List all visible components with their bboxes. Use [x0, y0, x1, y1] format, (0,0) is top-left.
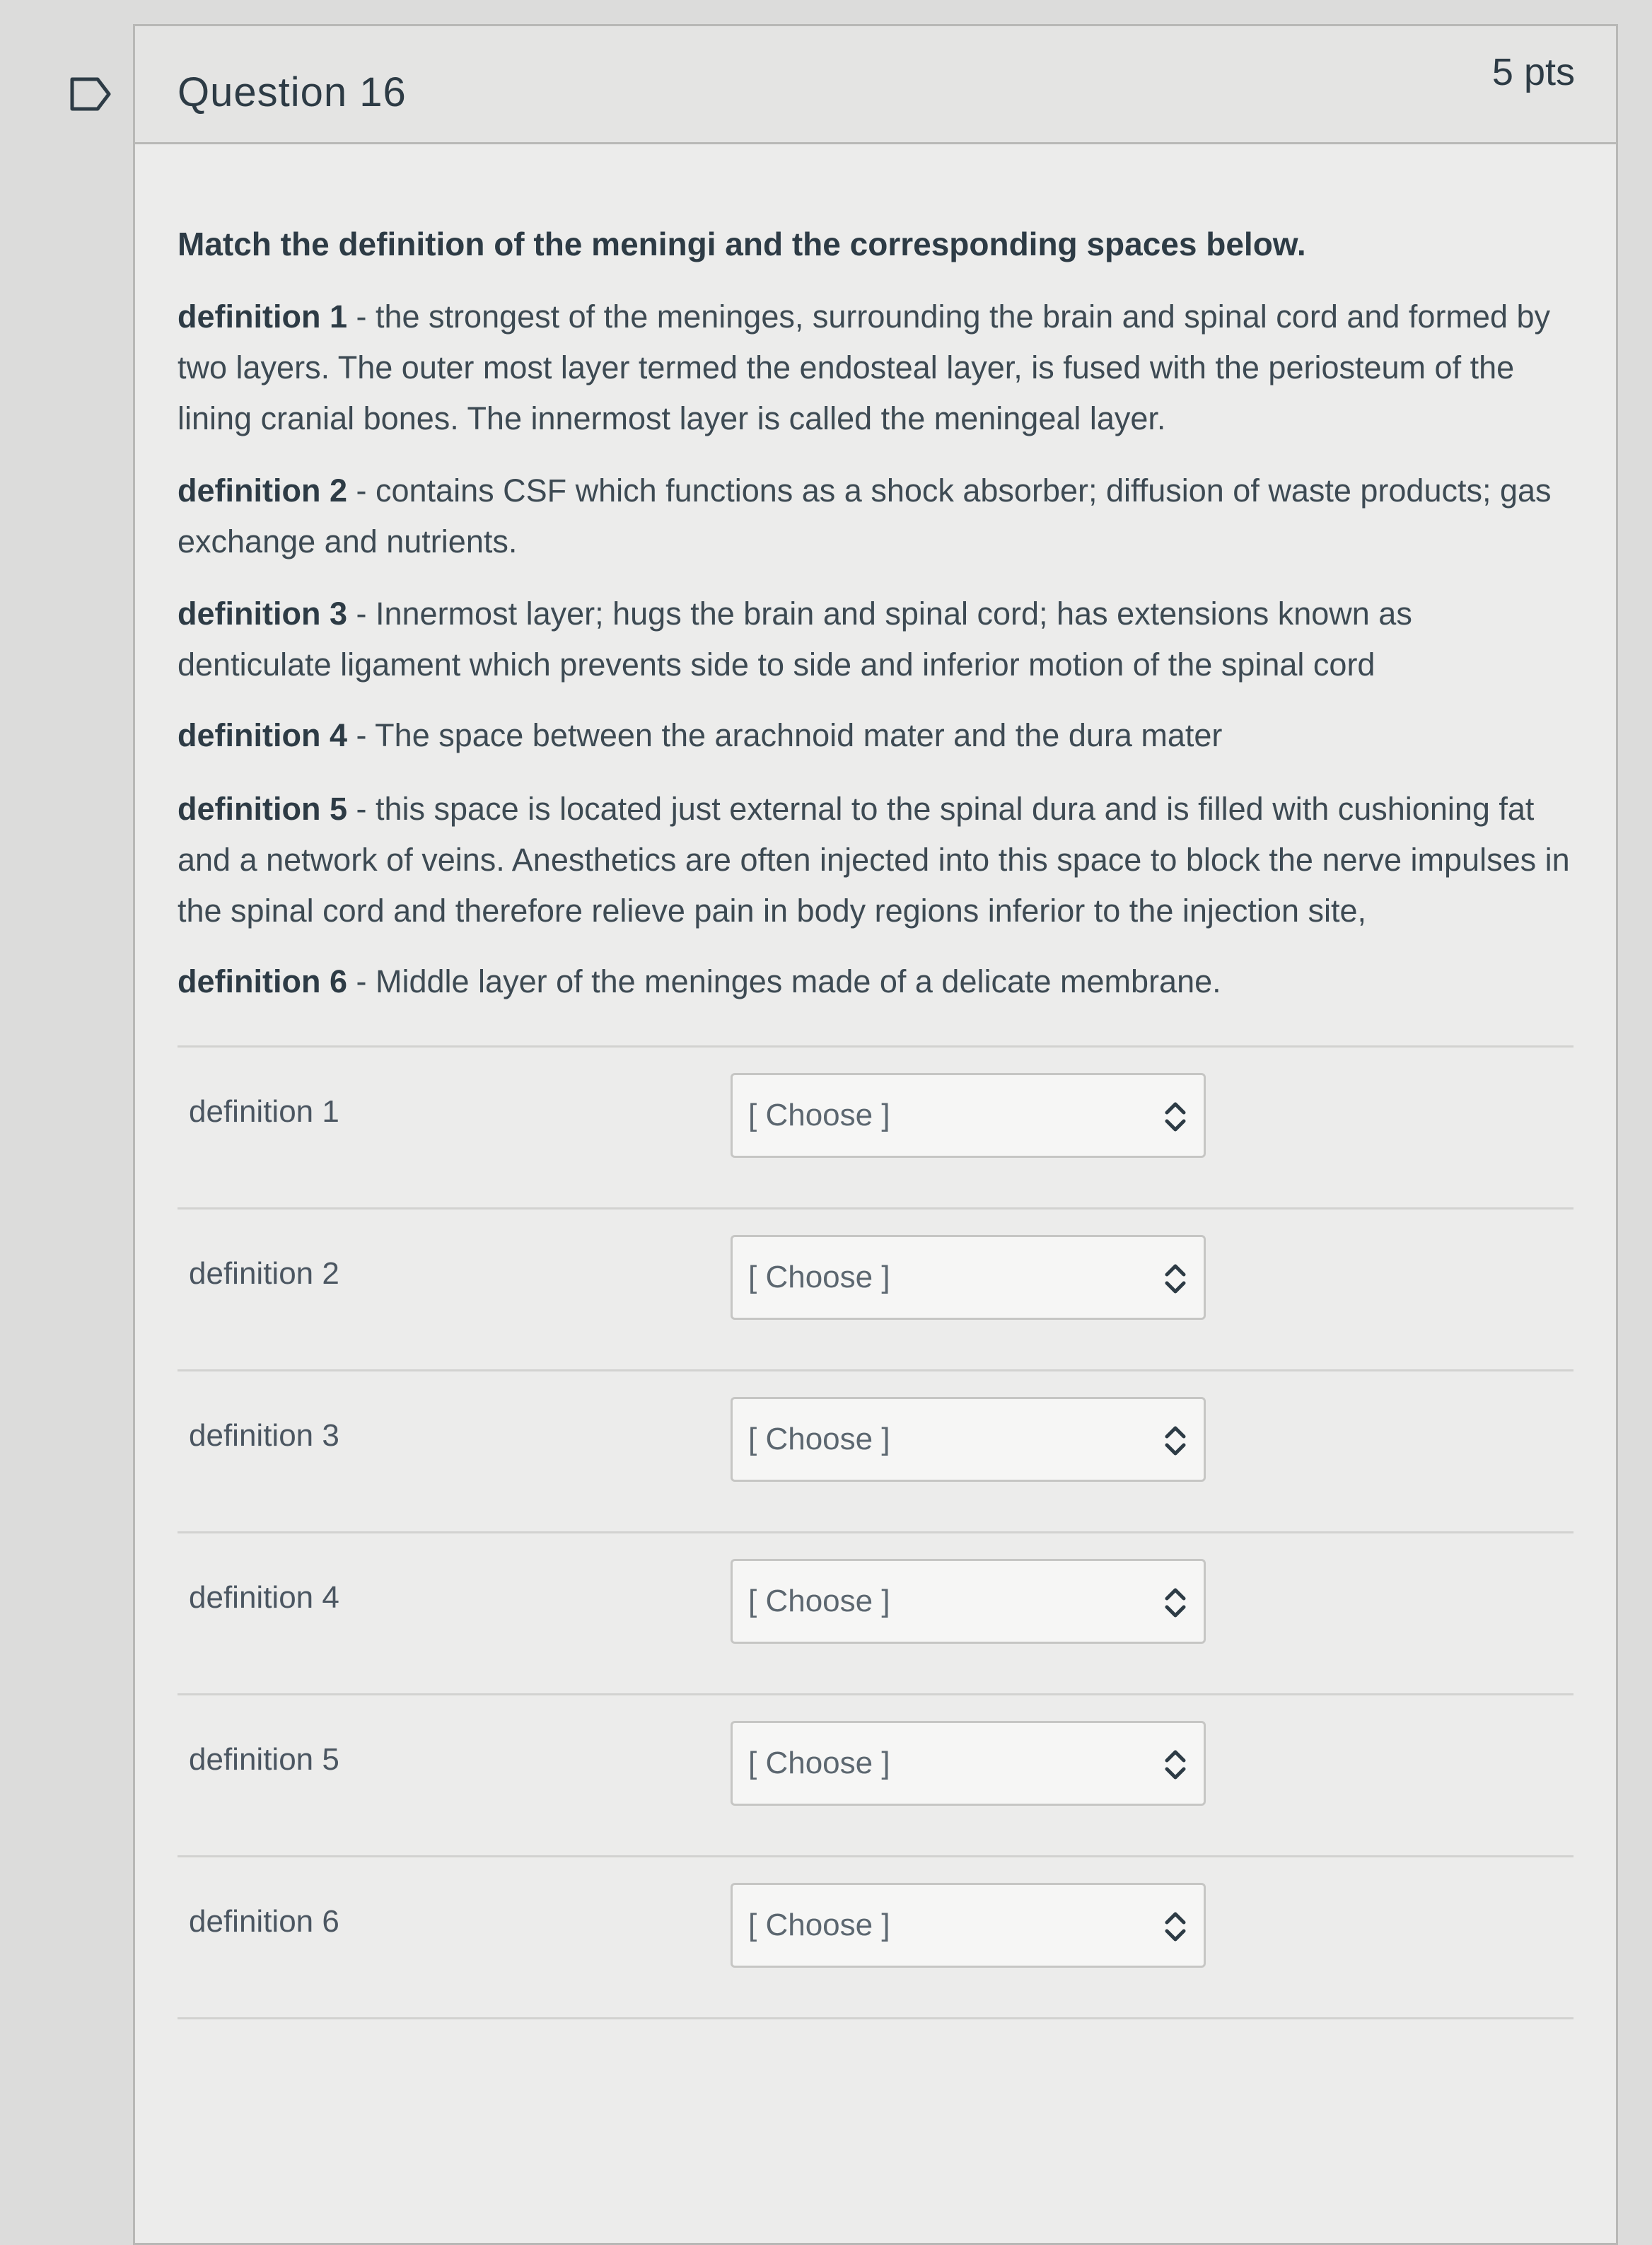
match-select-1[interactable]: [731, 1073, 1206, 1158]
match-label: definition 5: [189, 1741, 339, 1777]
select-value: [ Choose ]: [748, 1583, 890, 1618]
definition-text-4: [178, 710, 1574, 761]
match-select-5[interactable]: [731, 1721, 1206, 1806]
definition-text-2: [178, 465, 1574, 567]
definition-description: - Innermost layer; hugs the brain and spinal cord; has extensions known as denticulate ligament which prevents side to side and inferior motion of the spinal cord: [178, 595, 1412, 683]
match-row-6: [178, 1857, 1574, 2019]
question-title: Question 16: [178, 69, 407, 115]
definition-term: definition 1: [178, 298, 347, 335]
match-select-3[interactable]: [731, 1397, 1206, 1482]
definition-term: definition 3: [178, 595, 347, 632]
definition-term: definition 4: [178, 717, 347, 753]
question-header: [135, 26, 1616, 144]
question-body: [135, 224, 1616, 2019]
definition-term: definition 5: [178, 790, 347, 827]
definition-description: - this space is located just external to the spinal dura and is filled with cushioning fat and a network of veins. Anesthetics are often injected into this space to block the nerve impulses in the spinal cord and therefore relieve pain in body regions inferior to the injection site,: [178, 790, 1570, 929]
definition-description: - Middle layer of the meninges made of a delicate membrane.: [347, 963, 1221, 999]
match-label: definition 6: [189, 1903, 339, 1939]
match-select-2[interactable]: [731, 1235, 1206, 1320]
up-down-chevron-icon: [1163, 1746, 1188, 1784]
definition-text-5: [178, 784, 1574, 936]
up-down-chevron-icon: [1163, 1584, 1188, 1622]
definition-term: definition 6: [178, 963, 347, 999]
up-down-chevron-icon: [1163, 1422, 1188, 1460]
select-value: [ Choose ]: [748, 1745, 890, 1780]
definition-description: - the strongest of the meninges, surrounding the brain and spinal cord and formed by two layers. The outer most layer termed the endosteal layer, is fused with the periosteum of the lining cranial bones. The innermost layer is called the meningeal layer.: [178, 298, 1551, 436]
match-select-6[interactable]: [731, 1883, 1206, 1968]
match-row-4: [178, 1533, 1574, 1695]
select-value: [ Choose ]: [748, 1907, 890, 1942]
match-label: definition 4: [189, 1579, 339, 1615]
up-down-chevron-icon: [1163, 1908, 1188, 1946]
match-row-3: [178, 1371, 1574, 1533]
definition-description: - contains CSF which functions as a shock absorber; diffusion of waste products; gas exchange and nutrients.: [178, 472, 1552, 559]
select-value: [ Choose ]: [748, 1421, 890, 1456]
match-list: [178, 1045, 1574, 2019]
match-label: definition 3: [189, 1417, 339, 1453]
match-row-2: [178, 1209, 1574, 1371]
select-value: [ Choose ]: [748, 1097, 890, 1132]
match-label: definition 1: [189, 1094, 339, 1129]
question-prompt: Match the definition of the meningi and the corresponding spaces below.: [178, 226, 1306, 262]
match-select-4[interactable]: [731, 1559, 1206, 1644]
bookmark-flag-icon[interactable]: [69, 76, 113, 112]
match-label: definition 2: [189, 1255, 339, 1291]
question-points: 5 pts: [1491, 51, 1575, 93]
question-card: [133, 24, 1618, 2245]
match-row-5: [178, 1695, 1574, 1857]
definition-text-3: [178, 588, 1574, 690]
definition-text-1: [178, 291, 1574, 444]
definition-description: - The space between the arachnoid mater and the dura mater: [347, 717, 1223, 753]
up-down-chevron-icon: [1163, 1260, 1188, 1298]
up-down-chevron-icon: [1163, 1098, 1188, 1136]
select-value: [ Choose ]: [748, 1259, 890, 1294]
definition-term: definition 2: [178, 472, 347, 509]
definition-text-6: [178, 956, 1574, 1007]
match-row-1: [178, 1048, 1574, 1209]
